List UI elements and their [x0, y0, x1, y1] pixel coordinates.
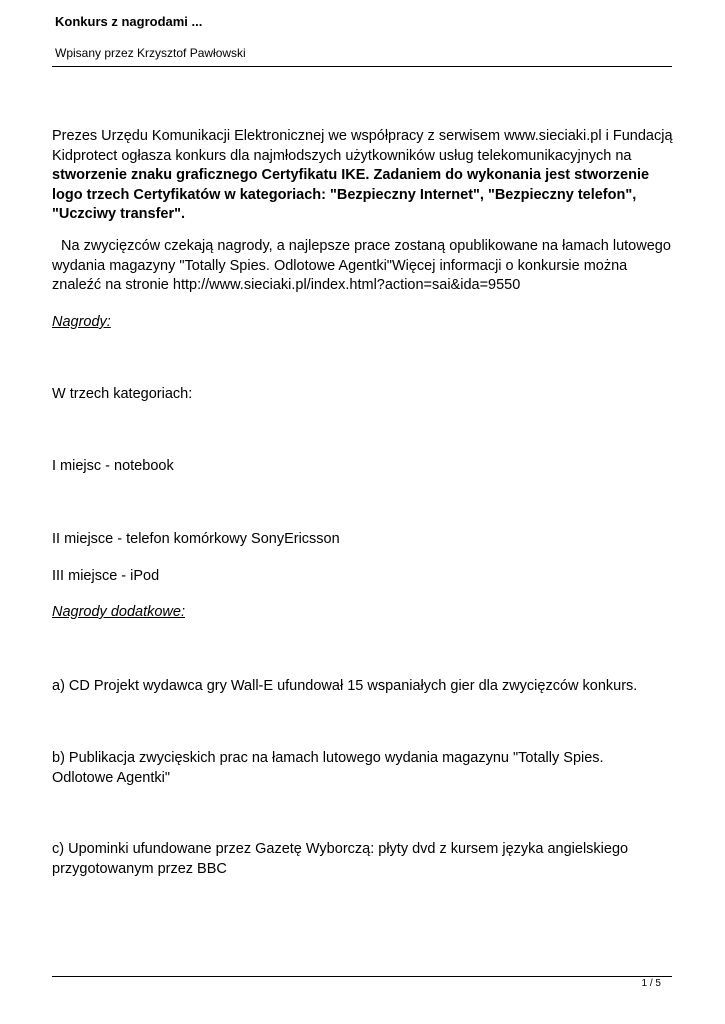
prizes-heading: Nagrody: [52, 314, 111, 330]
header-divider [52, 66, 672, 67]
third-place-prize: III miejsce - iPod [52, 568, 160, 584]
first-place-prize: I miejsc - notebook [52, 458, 174, 474]
intro-text: Prezes Urzędu Komunikacji Elektronicznej we współpracy z serwisem www.sieciaki.pl i Fundacją Kidprotect ogłasza konkurs dla najmłodszych użytkowników usług telekomunikacyjnych na [52, 128, 673, 164]
extra-prize-b: b) Publikacja zwycięskich prac na łamach lutowego wydania magazynu "Totally Spies. Odlotowe Agentki" [52, 750, 604, 786]
intro-bold-text: stworzenie znaku graficznego Certyfikatu IKE. Zadaniem do wykonania jest stworzenie logo trzech Certyfikatów w kategoriach: "Bezpieczny Internet", "Bezpieczny telefon", "Uczciwy transfer". [52, 167, 650, 222]
article-title: Konkurs z nagrodami ... [55, 14, 203, 29]
categories-intro: W trzech kategoriach: [52, 386, 193, 402]
footer-divider [52, 976, 672, 977]
second-place-prize: II miejsce - telefon komórkowy SonyEricsson [52, 531, 340, 547]
details-paragraph: Na zwycięzców czekają nagrody, a najlepsze prace zostaną opublikowane na łamach lutowego wydania magazyny "Totally Spies. Odlotowe Agentki"Więcej informacji o konkursie można znaleźć na stronie http://www.sieciaki.pl/index.html?action=sai&ida=9550 [52, 238, 671, 293]
extra-prizes-heading: Nagrody dodatkowe: [52, 604, 185, 620]
page-number: 1 / 5 [641, 978, 661, 989]
extra-prize-c: c) Upominki ufundowane przez Gazetę Wyborczą: płyty dvd z kursem języka angielskiego przygotowanym przez BBC [52, 841, 629, 877]
extra-prize-a: a) CD Projekt wydawca gry Wall-E ufundował 15 wspaniałych gier dla zwycięzców konkurs. [52, 678, 638, 694]
intro-paragraph [52, 127, 677, 225]
article-author: Wpisany przez Krzysztof Pawłowski [55, 46, 246, 60]
